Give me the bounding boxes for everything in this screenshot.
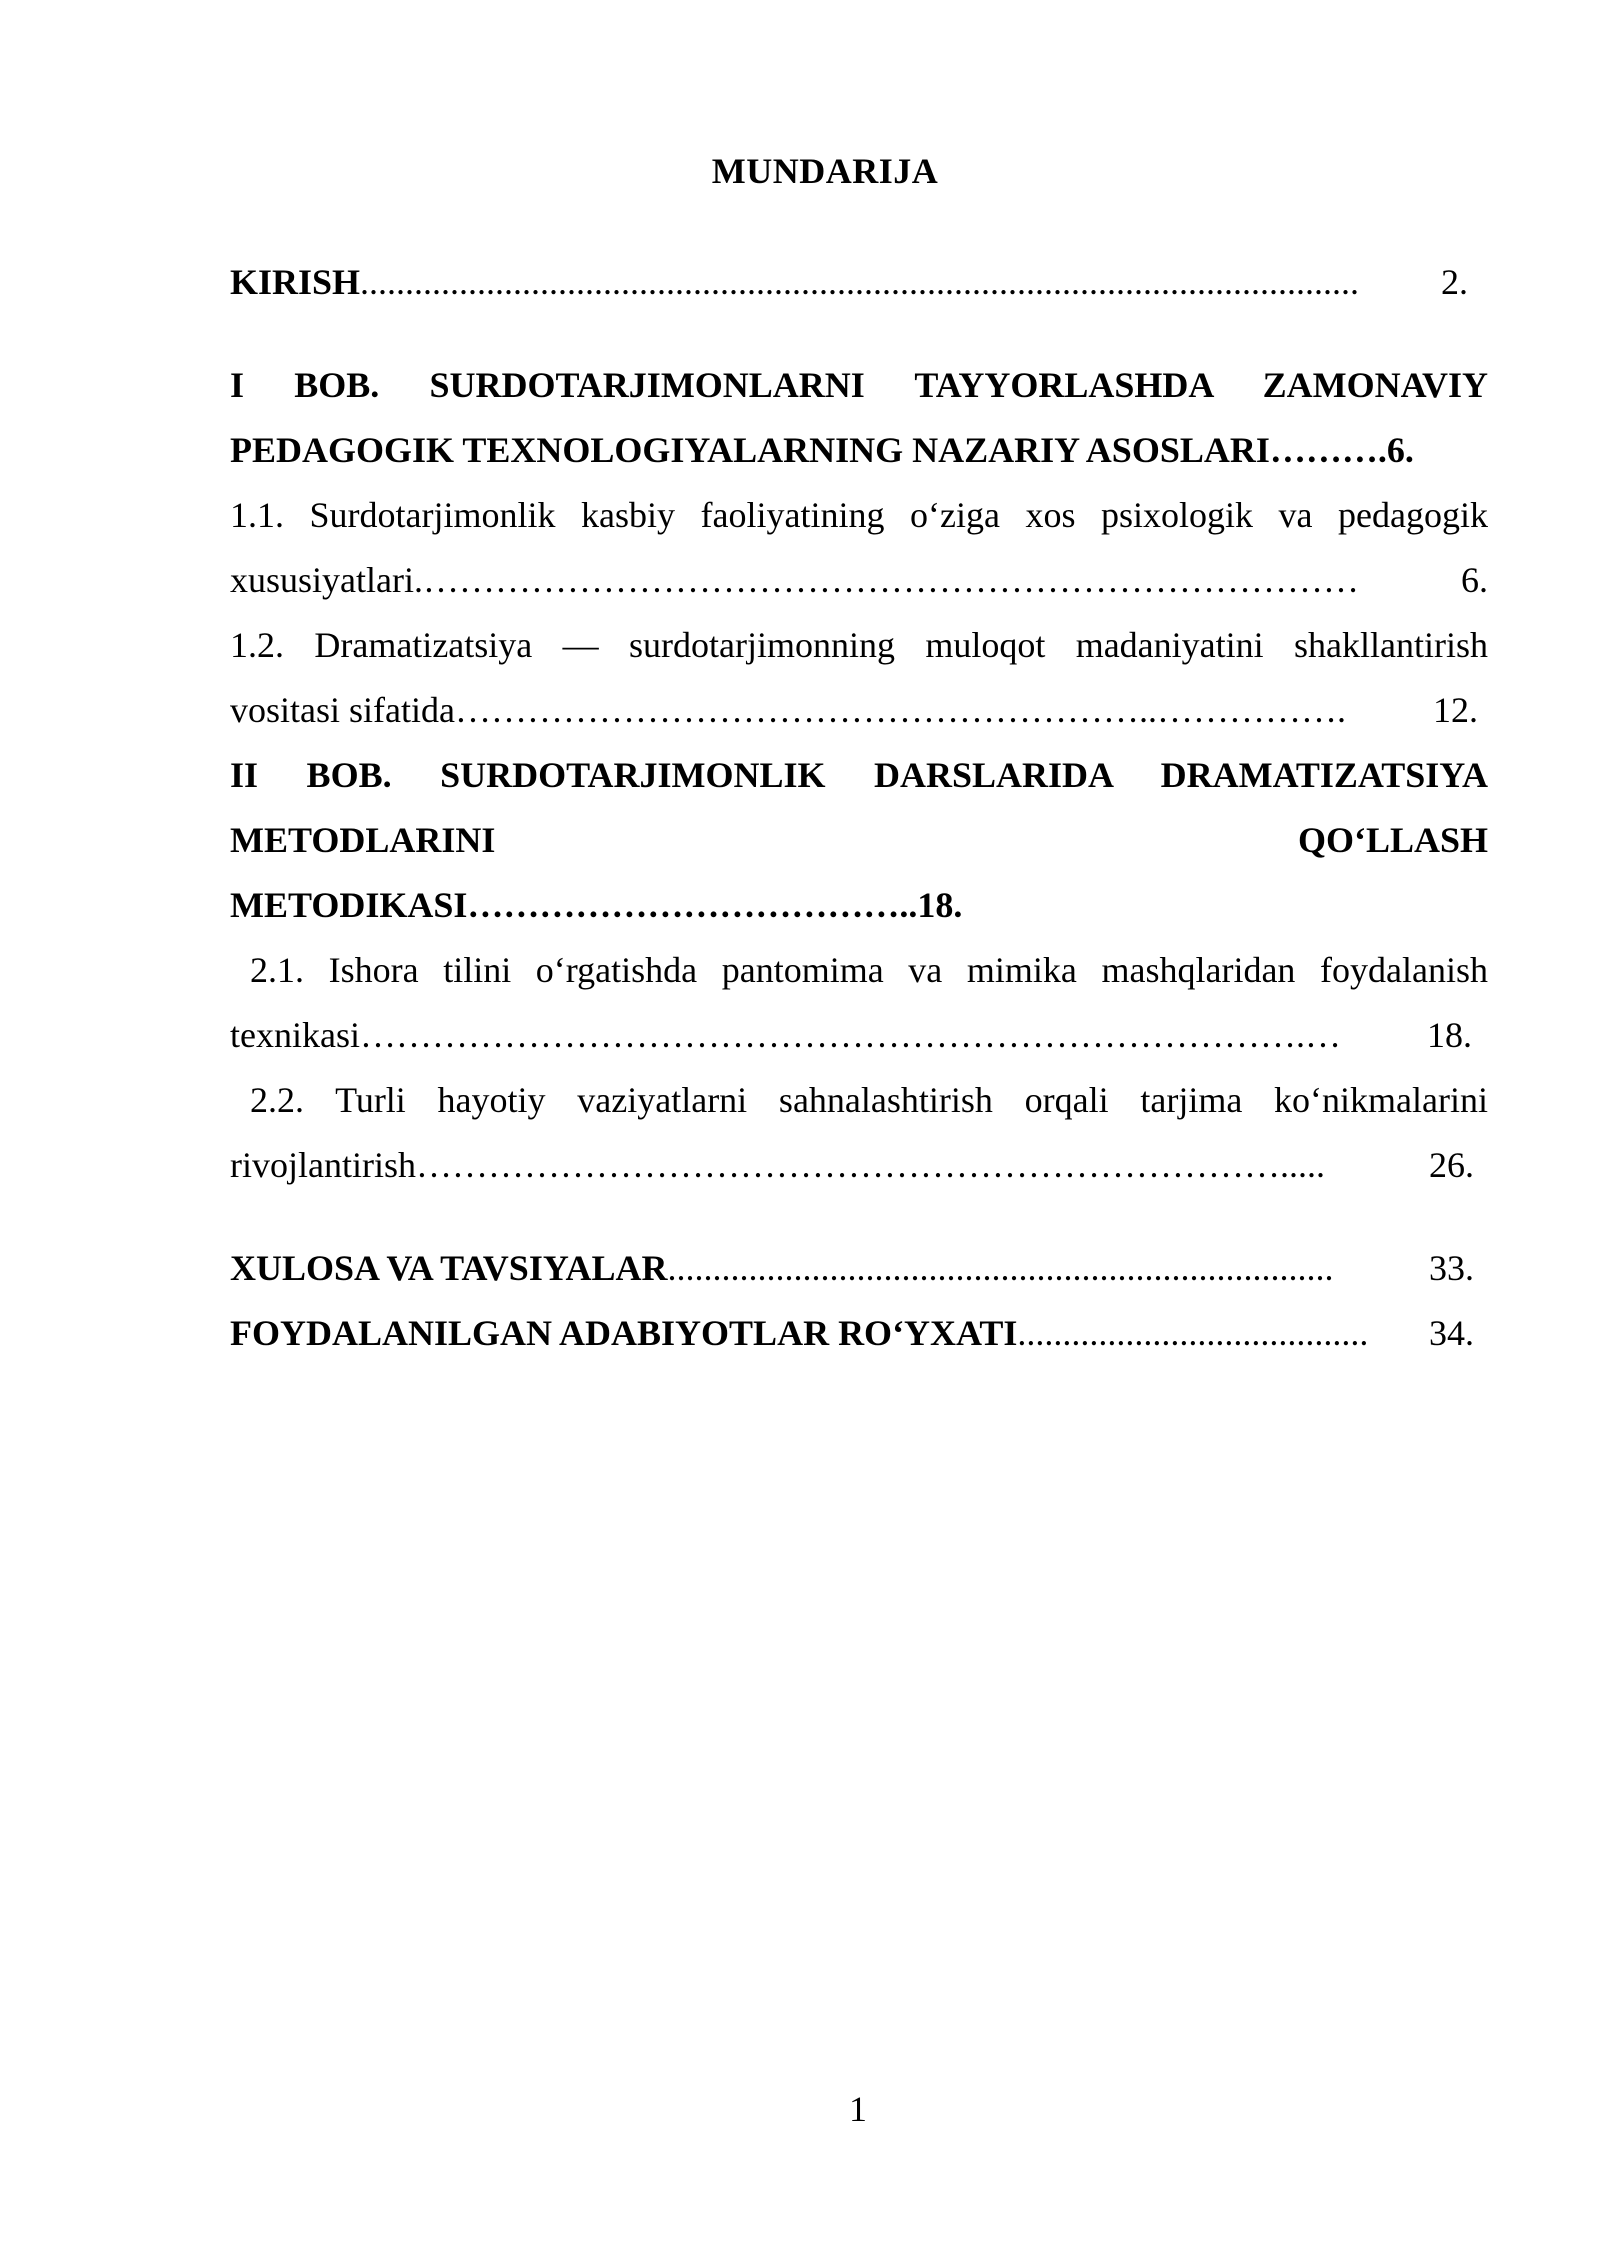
toc-section-1-1-line-2[interactable] [230, 548, 1488, 613]
toc-page-number: 6. [1461, 560, 1488, 600]
toc-section-2-2-line-1[interactable]: 2.2. Turli hayotiy vaziyatlarni sahnalashtirish orqali tarjima ko‘nikmalarini [250, 1080, 1488, 1120]
toc-section-1-2-line-2[interactable] [230, 678, 1478, 743]
toc-section-2-2-line-2[interactable] [230, 1133, 1474, 1198]
toc-leader-dots: .......................................................................... [667, 1248, 1334, 1288]
page-title: MUNDARIJA [711, 151, 939, 191]
toc-page-number: 18. [1427, 1015, 1472, 1055]
toc-section-2-1-line-2[interactable] [230, 1003, 1472, 1068]
toc-chapter-2-line-2[interactable] [230, 808, 1488, 873]
toc-leader-dots: …………………………………………………………………… [422, 560, 1359, 600]
toc-entry-title: vositasi sifatida [230, 690, 455, 730]
toc-chapter-1-line-1[interactable]: I BOB. SURDOTARJIMONLARNI TAYYORLASHDA ZAMONAVIY [230, 365, 1488, 405]
table-of-contents [230, 250, 1488, 1366]
toc-entry-kirish[interactable] [230, 250, 1468, 315]
toc-chapter-2-word-b: QO‘LLASH [1297, 820, 1488, 860]
toc-page-number: 34. [1429, 1313, 1474, 1353]
toc-leader-dots: ............................................................................................................... [360, 262, 1360, 302]
toc-entry-title: XULOSA VA TAVSIYALAR [230, 1248, 668, 1288]
toc-section-1-1-line-1[interactable]: 1.1. Surdotarjimonlik kasbiy faoliyatining o‘ziga xos psixologik va pedagogik [230, 495, 1488, 535]
toc-section-1-2-line-1[interactable]: 1.2. Dramatizatsiya — surdotarjimonning muloqot madaniyatini shakllantirish [230, 625, 1488, 665]
toc-leader-dots: ....................................... [1017, 1313, 1369, 1353]
toc-entry-title: FOYDALANILGAN ADABIYOTLAR RO‘YXATI [230, 1313, 1018, 1353]
toc-entry-title: xususiyatlari. [230, 560, 423, 600]
toc-chapter-1-line-2[interactable]: PEDAGOGIK TEXNOLOGIYALARNING NAZARIY ASOSLARI……….6. [230, 430, 1414, 470]
toc-entry-title: rivojlantirish [230, 1145, 416, 1185]
toc-chapter-2-line-3[interactable]: METODIKASI………………………………..18. [230, 885, 963, 925]
toc-entry-adabiyotlar[interactable] [230, 1301, 1474, 1366]
toc-section-2-1-line-1[interactable]: 2.1. Ishora tilini o‘rgatishda pantomima va mimika mashqlaridan foydalanish [250, 950, 1488, 990]
toc-chapter-2-line-1[interactable]: II BOB. SURDOTARJIMONLIK DARSLARIDA DRAMATIZATSIYA [230, 755, 1488, 795]
toc-page-number: 12. [1433, 690, 1478, 730]
toc-page-number: 33. [1429, 1248, 1474, 1288]
toc-leader-dots: …………………………………………………..……………. [454, 690, 1346, 730]
toc-entry-xulosa[interactable] [230, 1236, 1474, 1301]
toc-entry-title: texnikasi [230, 1015, 360, 1055]
page-number: 1 [849, 2089, 867, 2129]
toc-entry-title: KIRISH [230, 262, 361, 302]
toc-leader-dots: ………………………………………………………………..... [415, 1145, 1325, 1185]
toc-page-number: 2. [1441, 262, 1468, 302]
toc-leader-dots: …………………………………………………………………….… [359, 1015, 1341, 1055]
toc-page-number: 26. [1429, 1145, 1474, 1185]
toc-chapter-2-word-a: METODLARINI [230, 820, 496, 860]
